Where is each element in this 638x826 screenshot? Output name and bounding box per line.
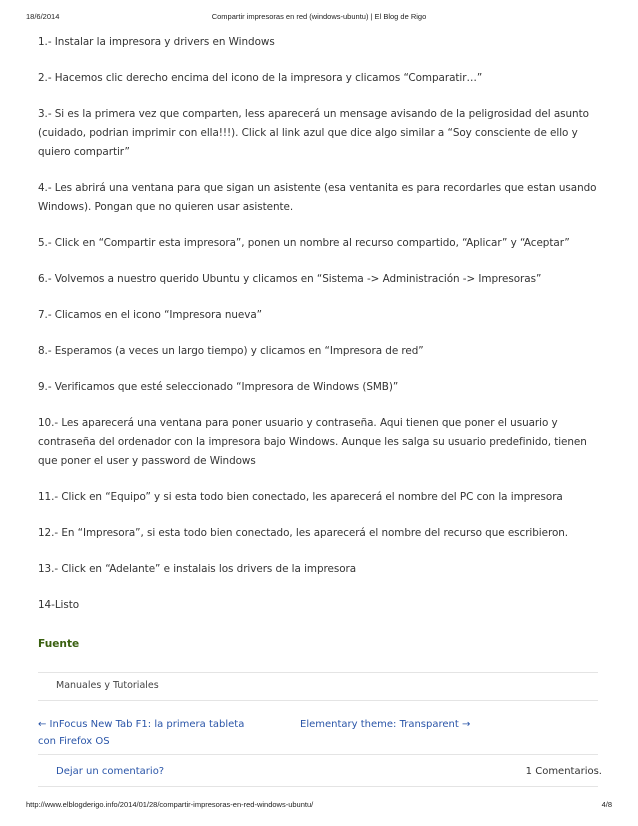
category-link[interactable]: Manuales y Tutoriales [56,680,159,691]
divider [38,786,598,787]
step-8: 8.- Esperamos (a veces un largo tiempo) y clicamos en “Impresora de red” [38,345,424,357]
step-11: 11.- Click en “Equipo” y si esta todo bien conectado, les aparecerá el nombre del PC con la impresora [38,491,563,503]
step-2: 2.- Hacemos clic derecho encima del icono de la impresora y clicamos “Comparatir…” [38,72,483,84]
step-4: 4.- Les abrirá una ventana para que sigan un asistente (esa ventanita es para recordarles que estan usando Windows). Pongan que no quieren usar asistente. [38,182,597,213]
step-9: 9.- Verificamos que esté seleccionado “Impresora de Windows (SMB)” [38,381,399,393]
previous-post-link[interactable]: ← InFocus New Tab F1: la primera tableta con Firefox OS [38,719,245,747]
step-13: 13.- Click en “Adelante” e instalais los drivers de la impresora [38,563,357,575]
print-url: http://www.elblogderigo.info/2014/01/28/compartir-impresoras-en-red-windows-ubuntu/ [26,800,314,809]
leave-comment-link[interactable]: Dejar un comentario? [56,766,165,777]
source-link[interactable]: Fuente [38,638,80,650]
divider [38,700,598,701]
step-1: 1.- Instalar la impresora y drivers en Windows [38,36,275,48]
print-page-title: Compartir impresoras en red (windows-ubuntu) | El Blog de Rigo [211,12,427,21]
step-5: 5.- Click en “Compartir esta impresora”, ponen un nombre al recurso compartido, “Aplicar” y “Aceptar” [38,237,570,249]
next-post-link[interactable]: Elementary theme: Transparent → [300,719,471,730]
print-footer [0,800,638,812]
print-header [0,12,638,24]
page-number: 4/8 [601,800,612,809]
step-12: 12.- En “Impresora”, si esta todo bien conectado, les aparecerá el nombre del recurso que escribieron. [38,527,569,539]
step-10: 10.- Les aparecerá una ventana para poner usuario y contraseña. Aqui tienen que poner el usuario y contraseña del ordenador con la impresora bajo Windows. Aunque les salga su usuario predefinido, tienen que poner el user y password de Windows [38,417,587,467]
step-14: 14-Listo [38,599,80,611]
print-date: 18/6/2014 [26,12,60,21]
divider [38,672,598,673]
step-7: 7.- Clicamos en el icono “Impresora nueva” [38,309,263,321]
divider [38,754,598,755]
step-6: 6.- Volvemos a nuestro querido Ubuntu y clicamos en “Sistema -> Administración -> Impresoras” [38,273,542,285]
step-3: 3.- Si es la primera vez que comparten, less aparecerá un mensage avisando de la peligrosidad del asunto (cuidado, podrian imprimir con ella!!!). Click al link azul que dice algo similar a “Soy consciente de ello y quiero compartir” [38,108,589,158]
comment-count: 1 Comentarios. [525,766,602,777]
article-body [38,33,598,632]
